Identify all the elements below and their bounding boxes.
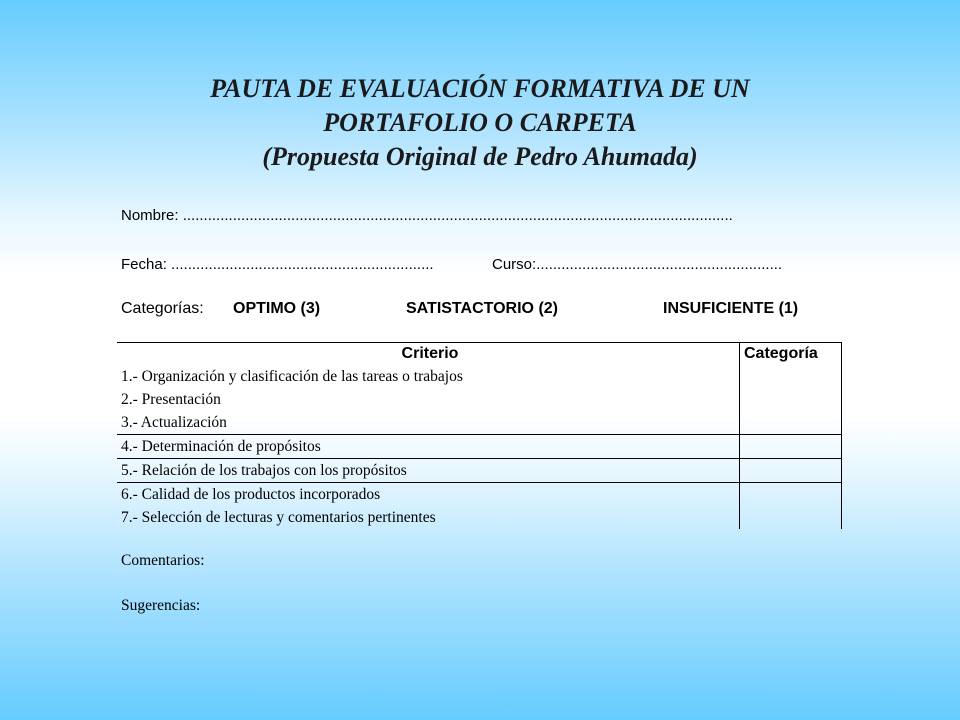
- header-categoria: Categoría: [740, 343, 842, 366]
- table-row: [117, 435, 842, 459]
- title-line-3: (Propuesta Original de Pedro Ahumada): [262, 142, 698, 171]
- criteria-table: [117, 342, 842, 529]
- nombre-field[interactable]: [121, 207, 733, 224]
- criterion-2: 2.- Presentación: [121, 391, 221, 408]
- criterion-5: 5.- Relación de los trabajos con los propósitos: [117, 459, 740, 483]
- nombre-dots: ....................................................................................................................................: [182, 207, 733, 224]
- title-line-2: PORTAFOLIO O CARPETA: [323, 108, 637, 137]
- category-cell-5[interactable]: [740, 459, 842, 483]
- header-criterio: Criterio: [117, 343, 740, 366]
- criterion-4: 4.- Determinación de propósitos: [117, 435, 740, 459]
- category-satisfactorio: SATISTACTORIO (2): [406, 300, 558, 317]
- table-header-row: [117, 343, 842, 366]
- table-row: [117, 483, 842, 507]
- category-optimo: OPTIMO (3): [233, 300, 321, 317]
- sugerencias-label: Sugerencias:: [121, 597, 201, 614]
- category-cell-4[interactable]: [740, 435, 842, 459]
- fecha-dots: ...............................................................: [171, 256, 434, 273]
- table-row: [117, 365, 842, 388]
- category-cell-1[interactable]: [740, 365, 842, 388]
- curso-label: Curso:: [492, 256, 537, 273]
- criterion-7: 7.- Selección de lecturas y comentarios pertinentes: [121, 509, 436, 526]
- fecha-label: Fecha:: [121, 256, 167, 273]
- criterion-6: 6.- Calidad de los productos incorporados: [117, 483, 740, 507]
- category-cell-3[interactable]: [740, 411, 842, 435]
- fecha-field[interactable]: [121, 256, 434, 273]
- table-row: [117, 411, 842, 435]
- curso-field[interactable]: [492, 256, 782, 273]
- title-line-1: PAUTA DE EVALUACIÓN FORMATIVA DE UN: [210, 74, 750, 103]
- criterion-1: 1.- Organización y clasificación de las tareas o trabajos: [121, 368, 463, 385]
- document-title: [0, 72, 960, 174]
- table-row: [117, 388, 842, 411]
- category-cell-2[interactable]: [740, 388, 842, 411]
- categorias-label: Categorías:: [121, 300, 204, 317]
- category-cell-6[interactable]: [740, 483, 842, 507]
- comentarios-label: Comentarios:: [121, 552, 205, 569]
- table-row: [117, 459, 842, 483]
- criterion-3: 3.- Actualización: [121, 414, 227, 431]
- category-insuficiente: INSUFICIENTE (1): [663, 300, 799, 317]
- curso-dots: ...........................................................: [536, 256, 783, 273]
- table-row: [117, 506, 842, 529]
- nombre-label: Nombre:: [121, 207, 179, 224]
- category-cell-7[interactable]: [740, 506, 842, 529]
